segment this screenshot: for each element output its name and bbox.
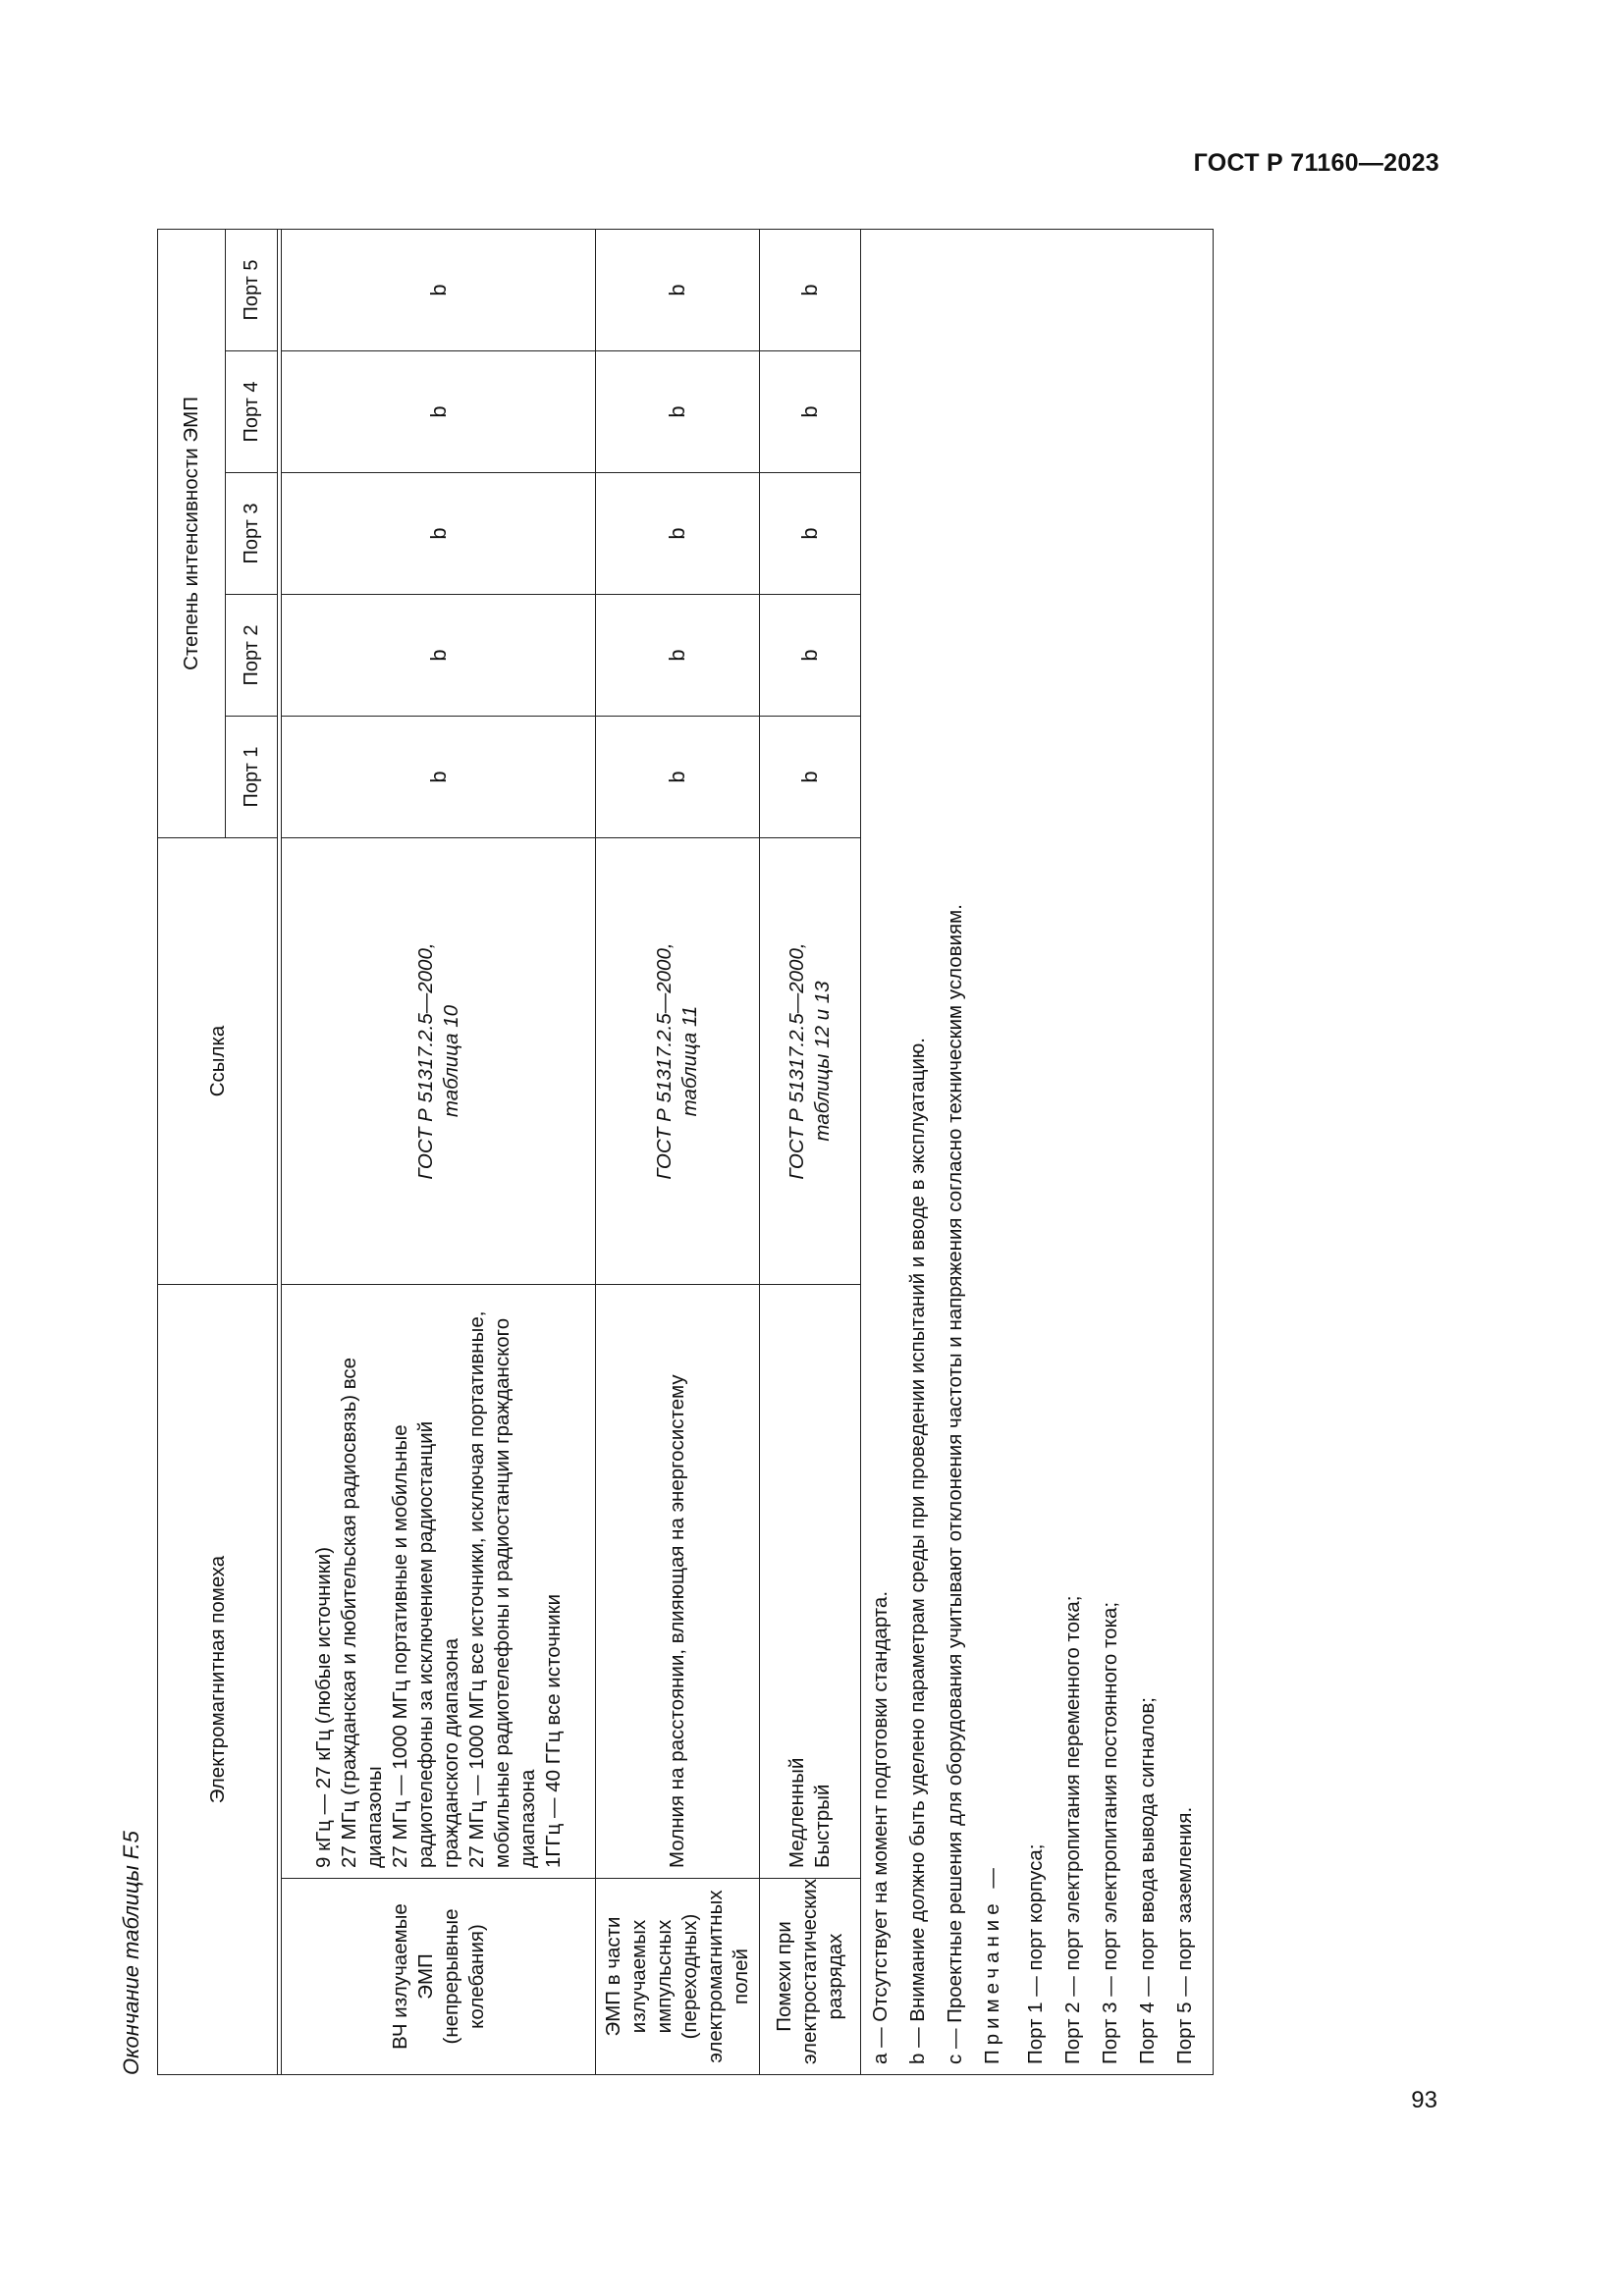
notes-cell — [861, 229, 1214, 2074]
header-port-2: Порт 2 — [226, 595, 278, 717]
port-5-value: b — [596, 229, 760, 350]
header-port-5: Порт 5 — [226, 229, 278, 350]
emc-table — [157, 229, 1214, 2075]
port-1-value: b — [282, 717, 596, 838]
port-5-value: b — [760, 229, 861, 350]
row-category: ЭМП в части излучаемых импульсных (переходных) электромагнитных полей — [596, 1879, 760, 2075]
table-caption: Окончание таблицы F.5 — [119, 1831, 143, 2075]
port-4-value: b — [760, 351, 861, 473]
document-header: ГОСТ Р 71160—2023 — [1193, 149, 1439, 177]
row-reference: ГОСТ Р 51317.2.5—2000, таблицы 12 и 13 — [760, 838, 861, 1285]
header-port-1: Порт 1 — [226, 717, 278, 838]
note-label: Примечание — — [981, 1863, 1003, 2064]
header-intensity: Степень интенсивности ЭМП — [158, 229, 226, 837]
port-definition: Порт 2 — порт электропитания переменного тока; — [1061, 1595, 1084, 2064]
port-2-value: b — [596, 595, 760, 717]
footnote-c: c — Проектные решения для оборудования учитывают отклонения частоты и напряжения согласно техническим условиям. — [944, 904, 966, 2064]
table-row — [596, 229, 760, 2074]
row-description: Медленный Быстрый — [760, 1285, 861, 1879]
table-row — [760, 229, 861, 2074]
port-1-value: b — [596, 717, 760, 838]
port-definition: Порт 3 — порт электропитания постоянного тока; — [1099, 1601, 1121, 2064]
row-description: 9 кГц — 27 кГц (любые источники) 27 МГц (гражданская и любительская радиосвязь) все диапазоны 27 МГц — 1000 МГц портативные и мобильные радиотелефоны за исключением радиостанций гражданского диапазона 27 МГц — 1000 МГц все источники, исключая портативные, мобильные радиотелефоны и радиостанции гражданского диапазона 1ГГц — 40 ГГц все источники — [282, 1285, 596, 1879]
header-port-4: Порт 4 — [226, 351, 278, 473]
row-reference: ГОСТ Р 51317.2.5—2000, таблица 10 — [282, 838, 596, 1285]
port-4-value: b — [282, 351, 596, 473]
port-definition: Порт 1 — порт корпуса; — [1024, 1843, 1047, 2064]
port-3-value: b — [760, 473, 861, 595]
port-3-value: b — [596, 473, 760, 595]
port-2-value: b — [282, 595, 596, 717]
page-number: 93 — [1411, 2087, 1437, 2113]
notes-row — [861, 229, 1214, 2074]
table-row — [282, 229, 596, 2074]
row-category: Помехи при электростатических разрядах — [760, 1879, 861, 2075]
row-reference: ГОСТ Р 51317.2.5—2000, таблица 11 — [596, 838, 760, 1285]
rotated-table-area — [115, 230, 1196, 2075]
port-1-value: b — [760, 717, 861, 838]
footnote-a: a — Отсутствует на момент подготовки стандарта. — [869, 1590, 892, 2064]
port-2-value: b — [760, 595, 861, 717]
header-reference: Ссылка — [158, 838, 278, 1285]
port-definition: Порт 5 — порт заземления. — [1173, 1806, 1196, 2064]
footnote-b: b — Внимание должно быть уделено параметрам среды при проведении испытаний и вводе в эксплуатацию. — [906, 1038, 929, 2064]
row-category: ВЧ излучаемые ЭМП (непрерывные колебания) — [282, 1879, 596, 2075]
port-5-value: b — [282, 229, 596, 350]
header-port-3: Порт 3 — [226, 473, 278, 595]
port-definition: Порт 4 — порт ввода вывода сигналов; — [1136, 1697, 1159, 2064]
row-description: Молния на расстоянии, влияющая на энергосистему — [596, 1285, 760, 1879]
port-4-value: b — [596, 351, 760, 473]
header-interference: Электромагнитная помеха — [158, 1285, 278, 2075]
port-3-value: b — [282, 473, 596, 595]
